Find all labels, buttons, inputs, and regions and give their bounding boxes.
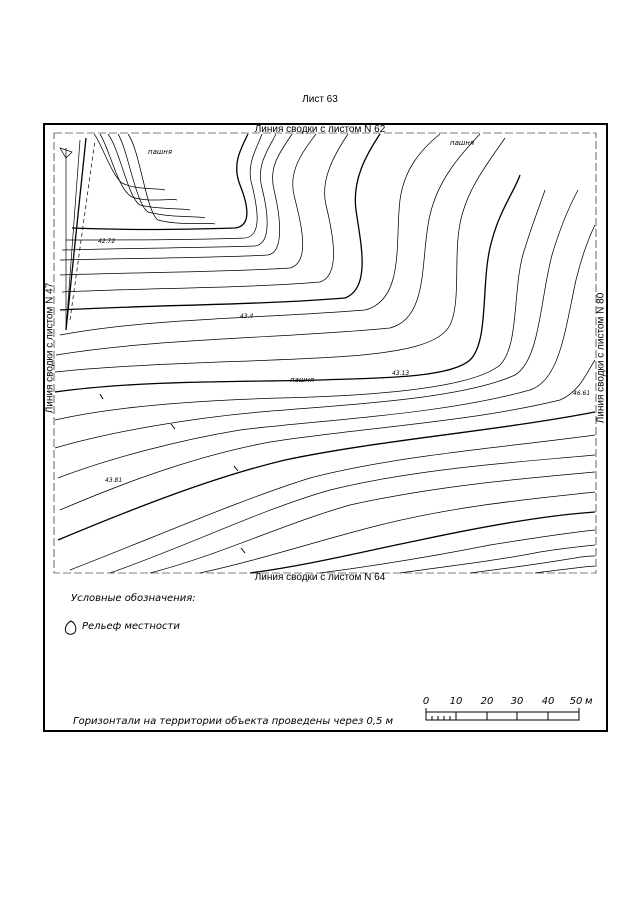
legend-title: Условные обозначения: xyxy=(71,593,196,604)
contour-line xyxy=(470,556,595,573)
contour-line xyxy=(60,134,440,335)
contour-line xyxy=(108,134,190,210)
elevation-label: 42.72 xyxy=(98,238,116,245)
scale-tick-label: 40 xyxy=(541,696,555,707)
nw-contours xyxy=(60,134,380,310)
land-label: пашня xyxy=(450,139,475,147)
elevation-label: 43.4 xyxy=(240,313,254,320)
edge-label-left: Линия сводки с листом N 47 xyxy=(44,282,56,414)
contour-line xyxy=(58,225,595,478)
contour-line xyxy=(60,360,595,510)
elevation-label: 43.13 xyxy=(392,370,410,377)
contour-line xyxy=(70,435,595,570)
contour-line xyxy=(55,138,505,372)
contour-line xyxy=(200,492,595,573)
contour-line xyxy=(62,134,348,292)
land-label: пашня xyxy=(148,148,173,156)
scale-tick-label: 20 xyxy=(480,696,494,707)
legend-item-label: Рельеф местности xyxy=(82,621,180,632)
contour-line xyxy=(60,134,316,275)
edge-label-bottom: Линия сводки с листом N 64 xyxy=(254,572,386,583)
scale-tick-label: 50 xyxy=(569,696,583,707)
scale-tick-label: 0 xyxy=(422,696,430,707)
scale-bar xyxy=(426,708,579,720)
contour-interval-note: Горизонтали на территории объекта проведены через 0,5 м xyxy=(73,716,394,727)
elevation-label: 46.61 xyxy=(573,390,591,397)
edge-label-top: Линия сводки с листом N 62 xyxy=(254,124,386,135)
contour-line xyxy=(150,472,595,573)
contour-line xyxy=(56,134,480,355)
relief-contour-icon xyxy=(64,620,78,636)
contour-line xyxy=(320,530,595,573)
contour-line xyxy=(60,134,292,260)
contour-line xyxy=(94,134,165,190)
scale-tick-label: 30 xyxy=(510,696,524,707)
contour-line xyxy=(250,512,595,573)
scale-tick-label: 10 xyxy=(449,696,463,707)
sheet-title: Лист 63 xyxy=(302,94,338,105)
edge-label-right: Линия сводки с листом N 80 xyxy=(595,292,607,424)
contour-line xyxy=(118,134,205,218)
nw-hatching xyxy=(60,138,95,330)
land-label: пашня xyxy=(290,376,315,384)
contour-line xyxy=(100,134,177,200)
contour-line xyxy=(58,412,595,540)
scale-unit: м xyxy=(585,696,593,707)
elevation-label: 43.81 xyxy=(105,477,123,484)
